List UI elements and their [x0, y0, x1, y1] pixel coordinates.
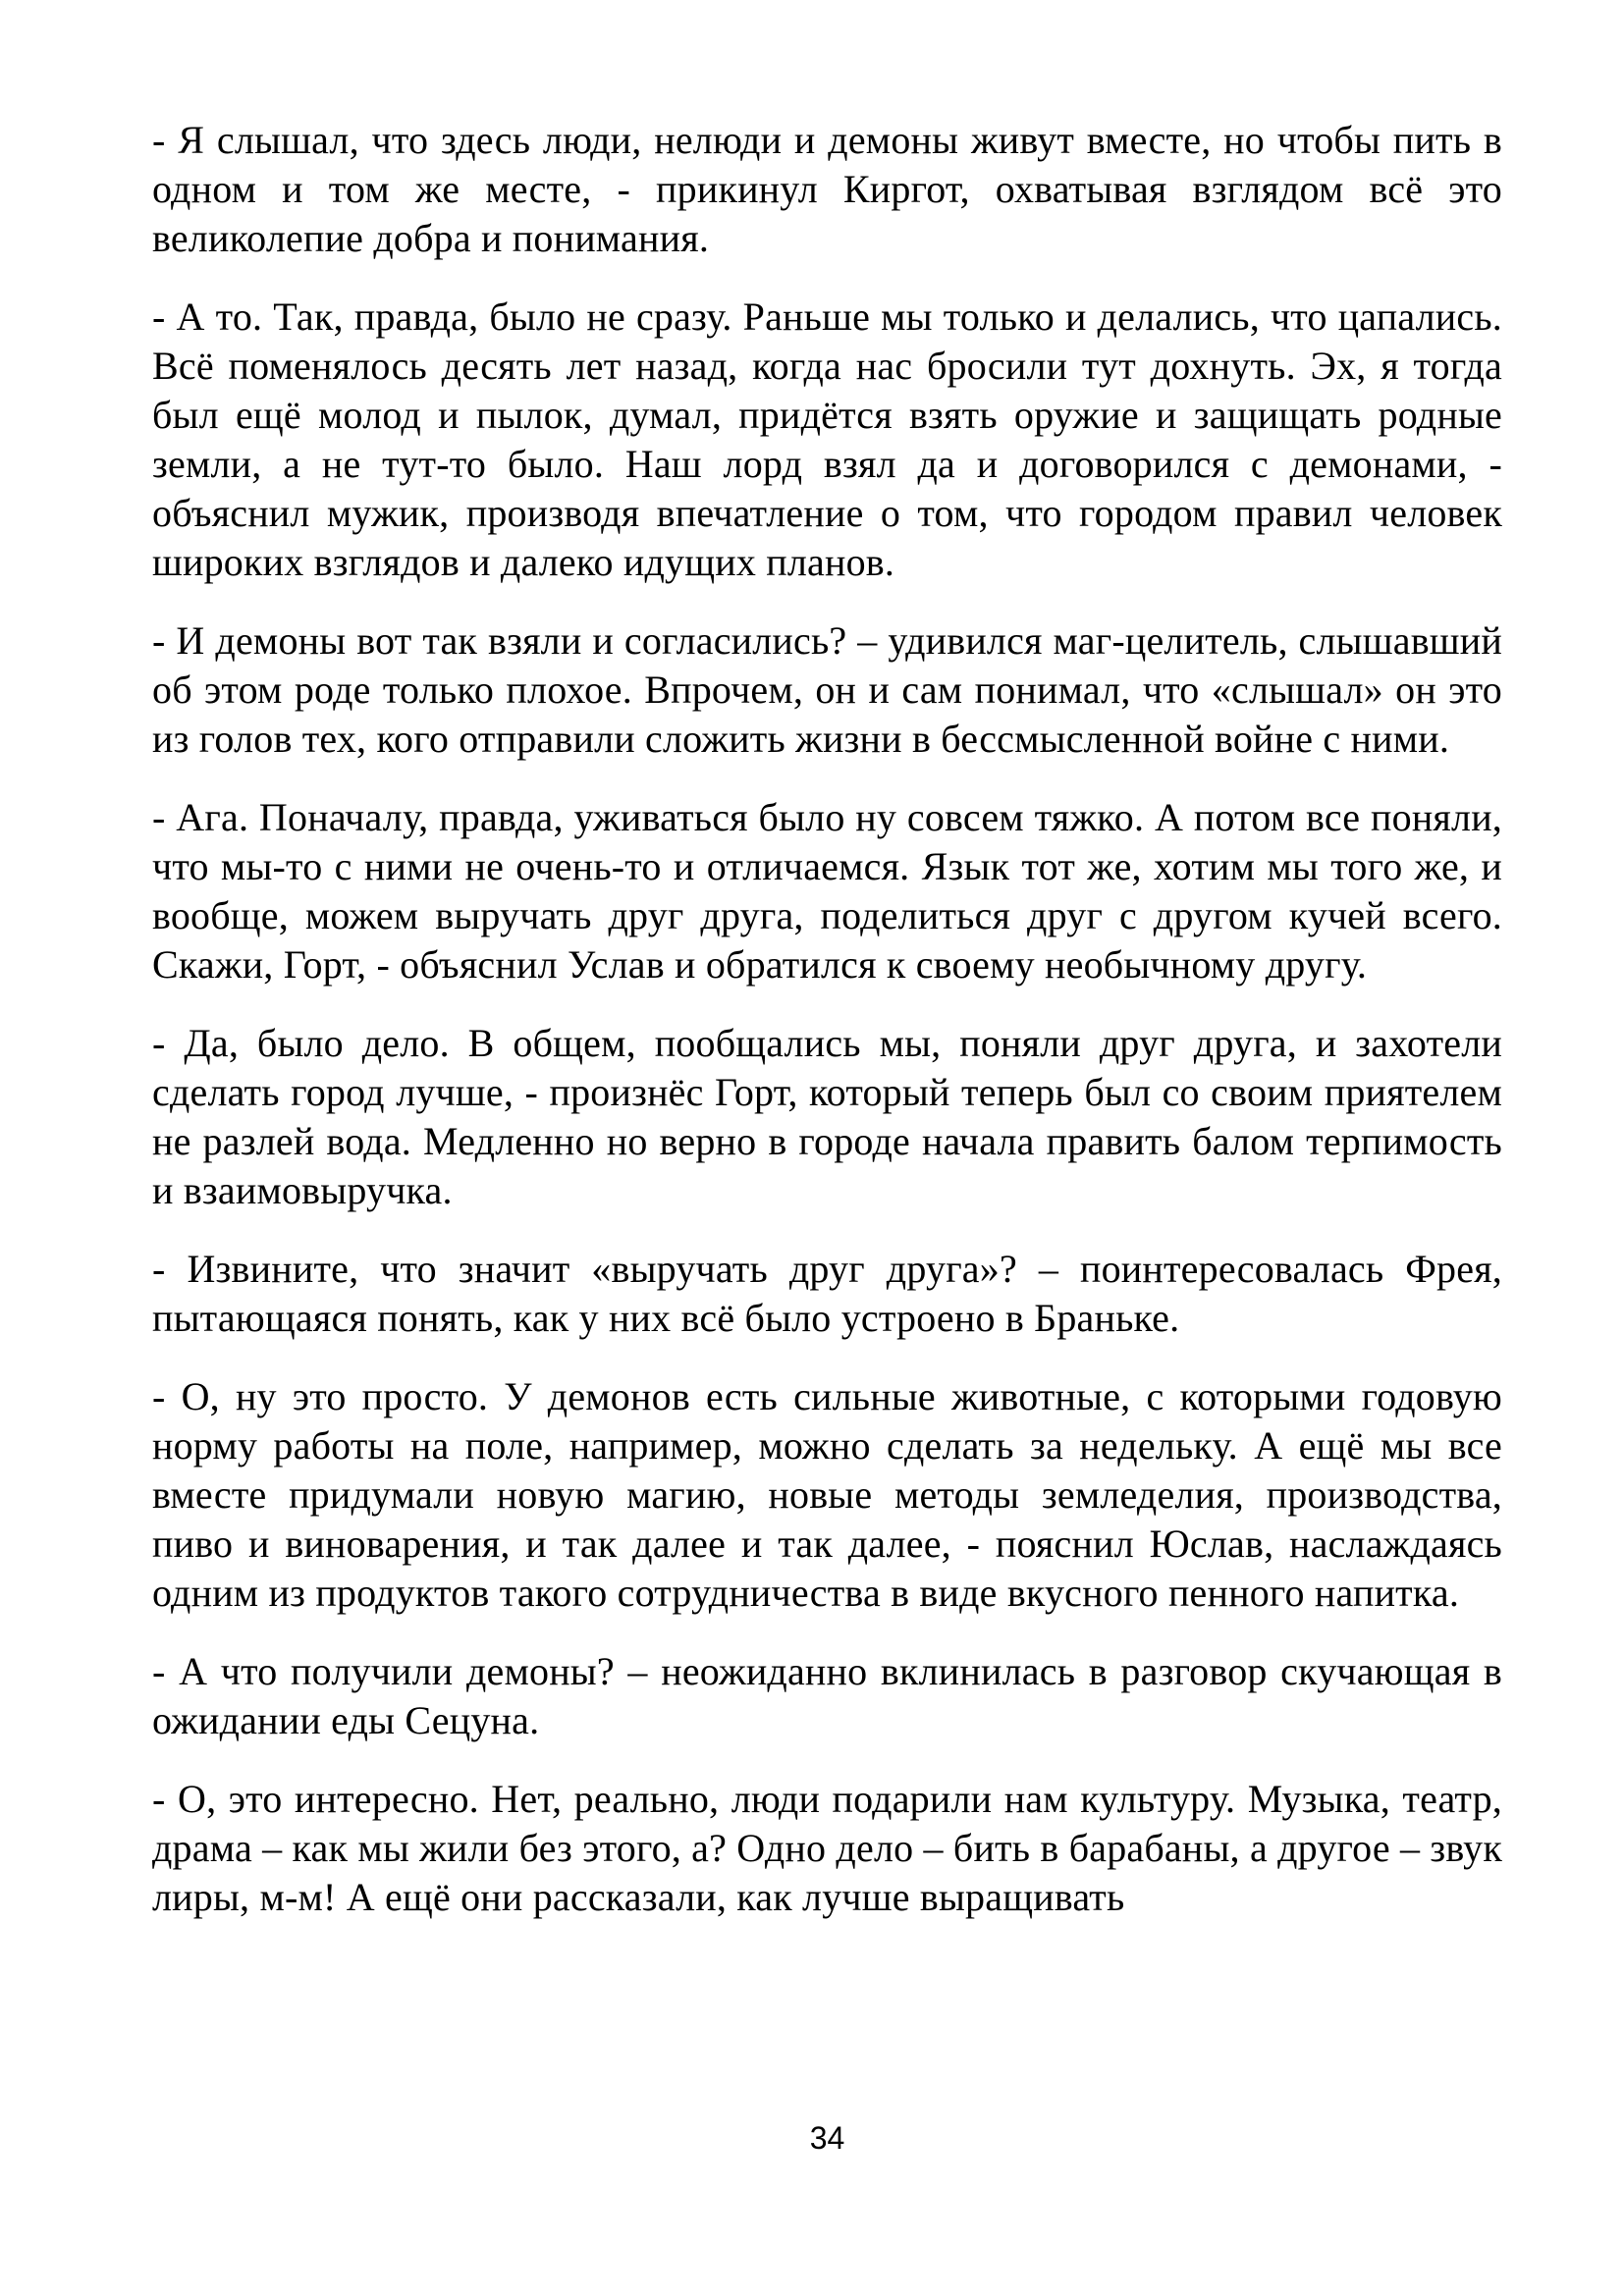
paragraph: - Ага. Поначалу, правда, уживаться было ну совсем тяжко. А потом все поняли, что мы-то с ними не очень-то и отличаемся. Язык тот же, хотим мы того же, и вообще, можем выручать друг друга, поделиться друг с другом кучей всего. Скажи, Горт, - объяснил Услав и обратился к своему необычному другу. — [152, 795, 1502, 987]
paragraph: - О, ну это просто. У демонов есть сильные животные, с которыми годовую норму работы на поле, например, можно сделать за недельку. А ещё мы все вместе придумали новую магию, новые методы земледелия, производства, пиво и виноварения, и так далее и так далее, - пояснил Юслав, наслаждаясь одним из продуктов такого сотрудничества в виде вкусного пенного напитка. — [152, 1374, 1502, 1615]
page-number: 34 — [809, 2120, 845, 2156]
paragraph: - О, это интересно. Нет, реально, люди подарили нам культуру. Музыка, театр, драма – как мы жили без этого, а? Одно дело – бить в барабаны, а другое – звук лиры, м-м! А ещё они рассказали, как лучше выращивать — [152, 1777, 1502, 1919]
paragraph: - А что получили демоны? – неожиданно вклинилась в разговор скучающая в ожидании еды Сецуна. — [152, 1649, 1502, 1742]
paragraph: - Я слышал, что здесь люди, нелюди и демоны живут вместе, но чтобы пить в одном и том же месте, - прикинул Киргот, охватывая взглядом всё это великолепие добра и понимания. — [152, 118, 1502, 260]
paragraph: - А то. Так, правда, было не сразу. Раньше мы только и делались, что цапались. Всё поменялось десять лет назад, когда нас бросили тут дохнуть. Эх, я тогда был ещё молод и пылок, думал, придётся взять оружие и защищать родные земли, а не тут-то было. Наш лорд взял да и договорился с демонами, - объяснил мужик, производя впечатление о том, что городом правил человек широких взглядов и далеко идущих планов. — [152, 294, 1502, 584]
paragraph: - Да, было дело. В общем, пообщались мы, поняли друг друга, и захотели сделать город лучше, - произнёс Горт, который теперь был со своим приятелем не разлей вода. Медленно но верно в городе начала править балом терпимость и взаимовыручка. — [152, 1021, 1502, 1212]
paragraph: - Извините, что значит «выручать друг друга»? – поинтересовалась Фрея, пытающаяся понять, как у них всё было устроено в Браньке. — [152, 1247, 1502, 1340]
page-body — [152, 116, 1502, 1951]
paragraph: - И демоны вот так взяли и согласились? – удивился маг-целитель, слышавший об этом роде только плохое. Впрочем, он и сам понимал, что «слышал» он это из голов тех, кого отправили сложить жизни в бессмысленной войне с ними. — [152, 618, 1502, 761]
